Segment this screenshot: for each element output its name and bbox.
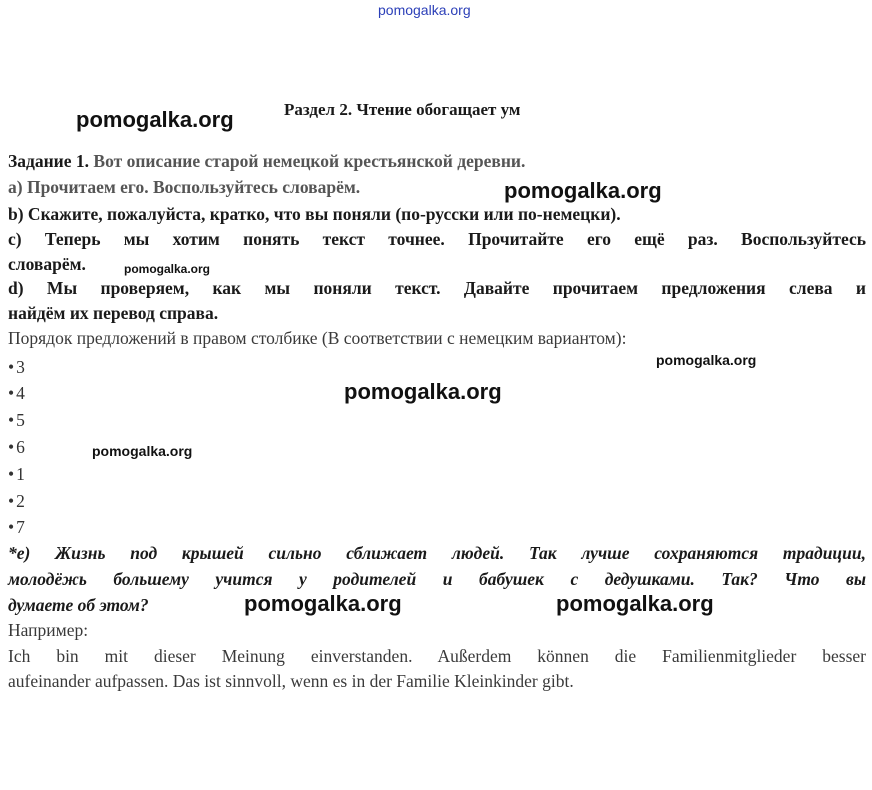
list-item <box>8 488 25 514</box>
list-item <box>8 514 25 540</box>
task-label: Задание 1. <box>8 151 90 171</box>
bullet-icon: • <box>8 491 15 511</box>
list-item-value: 6 <box>16 437 25 457</box>
task-intro: Вот описание старой немецкой крестьянской деревни. <box>89 151 526 171</box>
task-e-line3: думаете об этом? <box>8 595 149 615</box>
list-item-value: 1 <box>16 464 25 484</box>
page-title: Раздел 2. Чтение обогащает ум <box>284 100 521 119</box>
list-item <box>8 354 25 380</box>
bullet-icon: • <box>8 437 15 457</box>
bullet-icon: • <box>8 383 15 403</box>
bullet-icon: • <box>8 410 15 430</box>
list-item <box>8 380 25 406</box>
list-item <box>8 434 25 460</box>
watermark: pomogalka.org <box>92 443 193 459</box>
bullet-icon: • <box>8 517 15 537</box>
list-item-value: 5 <box>16 410 25 430</box>
task-d-line1: d) Мы проверяем, как мы поняли текст. Давайте прочитаем предложения слева и <box>8 278 866 298</box>
list-item-value: 7 <box>16 517 25 537</box>
watermark: pomogalka.org <box>656 352 757 368</box>
watermark: pomogalka.org <box>244 591 402 616</box>
list-item <box>8 461 25 487</box>
order-note: Порядок предложений в правом столбике (В соответствии с немецким вариантом): <box>8 328 627 348</box>
watermark: pomogalka.org <box>124 262 211 276</box>
list-item <box>8 407 25 433</box>
bullet-icon: • <box>8 357 15 377</box>
bullet-icon: • <box>8 464 15 484</box>
task-a: a) Прочитаем его. Воспользуйтесь словарём. <box>8 177 361 197</box>
task-d-line2: найдём их перевод справа. <box>8 303 219 323</box>
task-e-line2: молодёжь большему учится у родителей и бабушек с дедушками. Так? Что вы <box>8 569 866 589</box>
task-b: b) Скажите, пожалуйста, кратко, что вы поняли (по-русски или по-немецки). <box>8 204 621 224</box>
list-item-value: 2 <box>16 491 25 511</box>
example-label: Например: <box>8 620 89 640</box>
example-line1: Ich bin mit dieser Meinung einverstanden. Außerdem können die Familienmitglieder besser <box>8 646 866 666</box>
task-c-line2: словарём. <box>8 254 86 274</box>
task-c-line1: с) Теперь мы хотим понять текст точнее. Прочитайте его ещё раз. Воспользуйтесь <box>8 229 866 249</box>
watermark-top: pomogalka.org <box>378 2 471 18</box>
list-item-value: 3 <box>16 357 25 377</box>
watermark: pomogalka.org <box>76 107 234 132</box>
task-heading <box>8 148 866 174</box>
list-item-value: 4 <box>16 383 25 403</box>
task-e-line1: *e) Жизнь под крышей сильно сближает людей. Так лучше сохраняются традиции, <box>8 543 866 563</box>
watermark: pomogalka.org <box>504 178 662 203</box>
watermark: pomogalka.org <box>556 591 714 616</box>
example-line2: aufeinander aufpassen. Das ist sinnvoll, wenn es in der Familie Kleinkinder gibt. <box>8 671 574 691</box>
watermark: pomogalka.org <box>344 379 502 404</box>
